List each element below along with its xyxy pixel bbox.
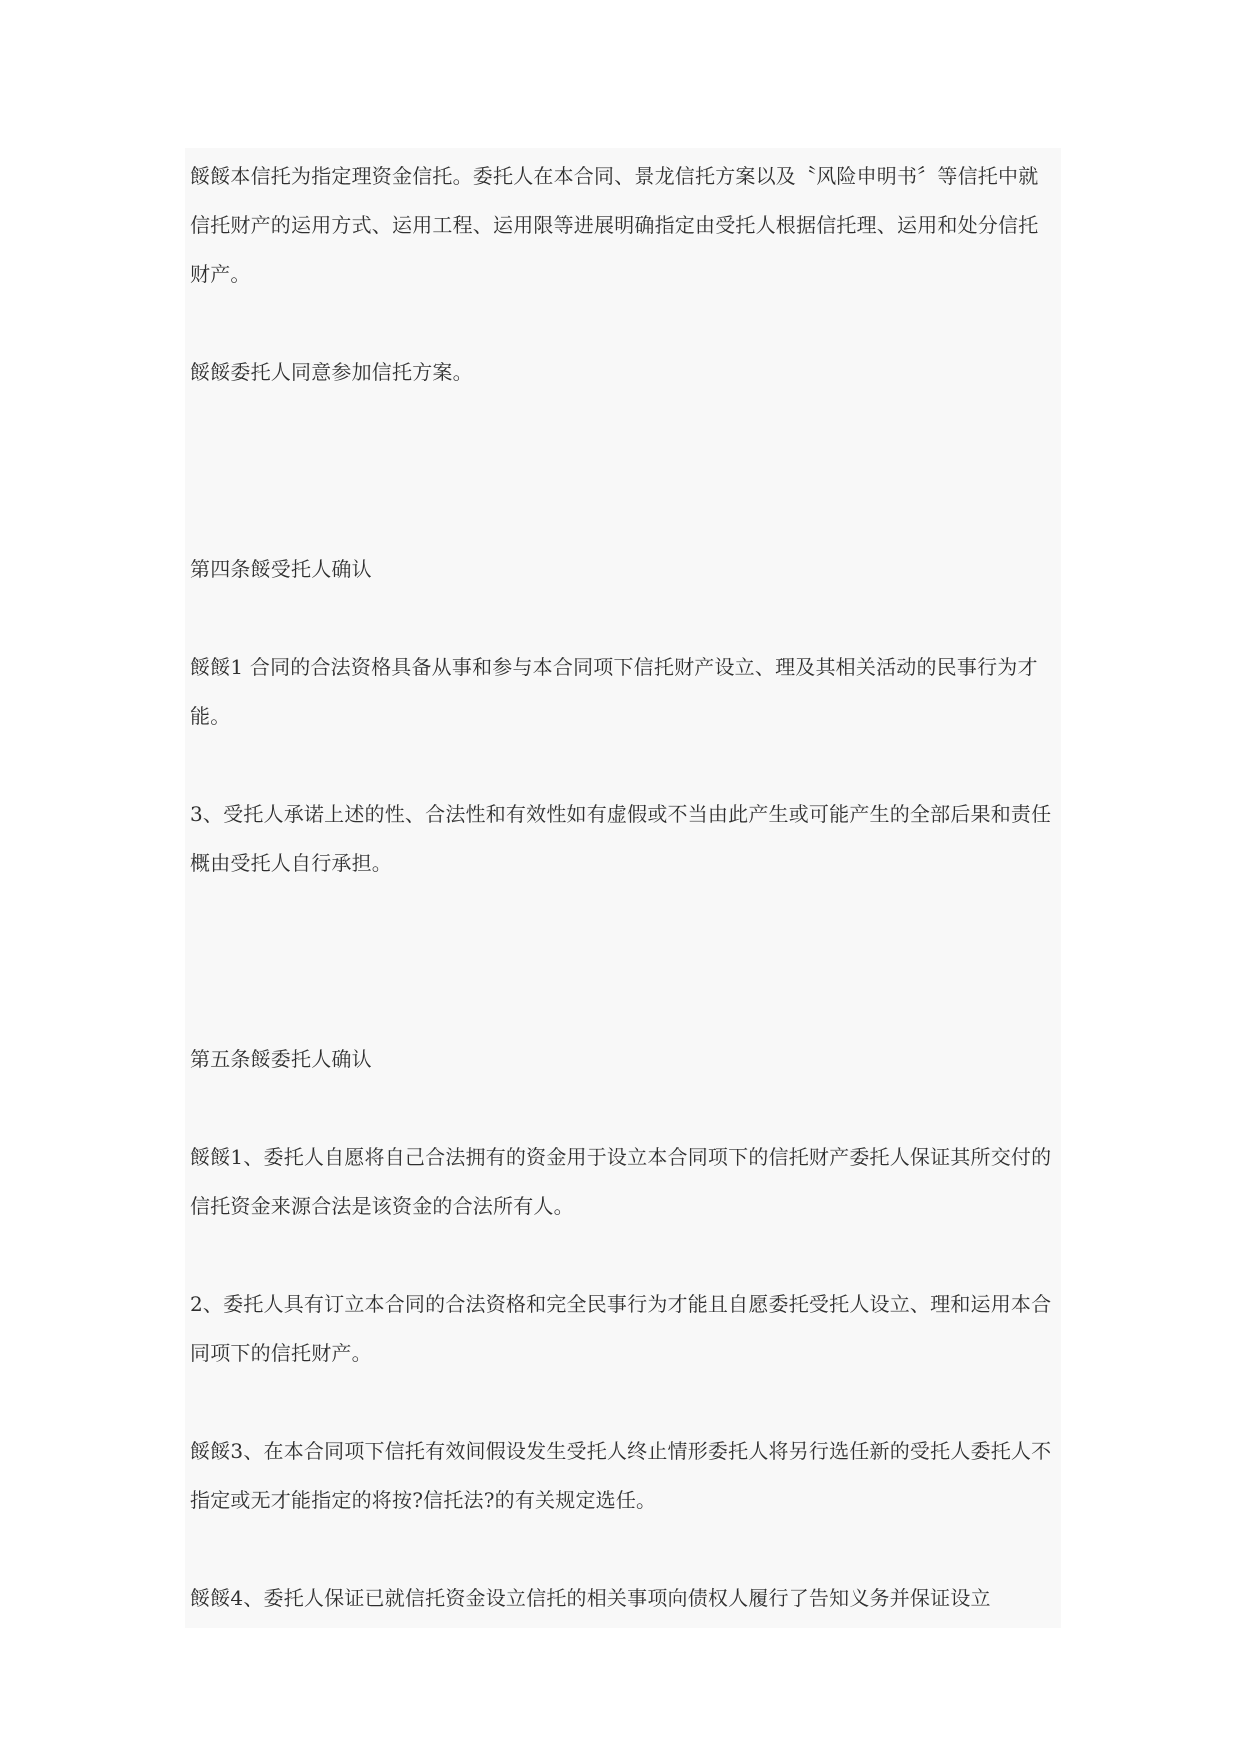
paragraph-trustee-1: 餒餒1 合同的合法资格具备从事和参与本合同项下信托财产设立、理及其相关活动的民事行为才能。 — [190, 655, 1038, 728]
paragraph-settlor-1: 餒餒1、委托人自愿将自己合法拥有的资金用于设立本合同项下的信托财产委托人保证其所交付的信托资金来源合法是该资金的合法所有人。 — [190, 1145, 1052, 1218]
paragraph-consent: 餒餒委托人同意参加信托方案。 — [190, 360, 473, 384]
paragraph-trust-type: 餒餒本信托为指定理资金信托。委托人在本合同、景龙信托方案以及〝风险申明书〞等信托中就信托财产的运用方式、运用工程、运用限等进展明确指定由受托人根据信托理、运用和处分信托财产。 — [190, 164, 1039, 286]
paragraph-settlor-3: 餒餒3、在本合同项下信托有效间假设发生受托人终止情形委托人将另行选任新的受托人委托人不指定或无才能指定的将按?信托法?的有关规定选任。 — [190, 1439, 1052, 1512]
heading-article-4: 第四条餒受托人确认 — [190, 557, 372, 581]
heading-article-5: 第五条餒委托人确认 — [190, 1047, 372, 1071]
paragraph-settlor-2: 2、委托人具有订立本合同的合法资格和完全民事行为才能且自愿委托受托人设立、理和运用本合同项下的信托财产。 — [190, 1292, 1052, 1365]
paragraph-trustee-3: 3、受托人承诺上述的性、合法性和有效性如有虚假或不当由此产生或可能产生的全部后果和责任概由受托人自行承担。 — [190, 802, 1052, 875]
paragraph-settlor-4: 餒餒4、委托人保证已就信托资金设立信托的相关事项向债权人履行了告知义务并保证设立 — [190, 1586, 991, 1610]
